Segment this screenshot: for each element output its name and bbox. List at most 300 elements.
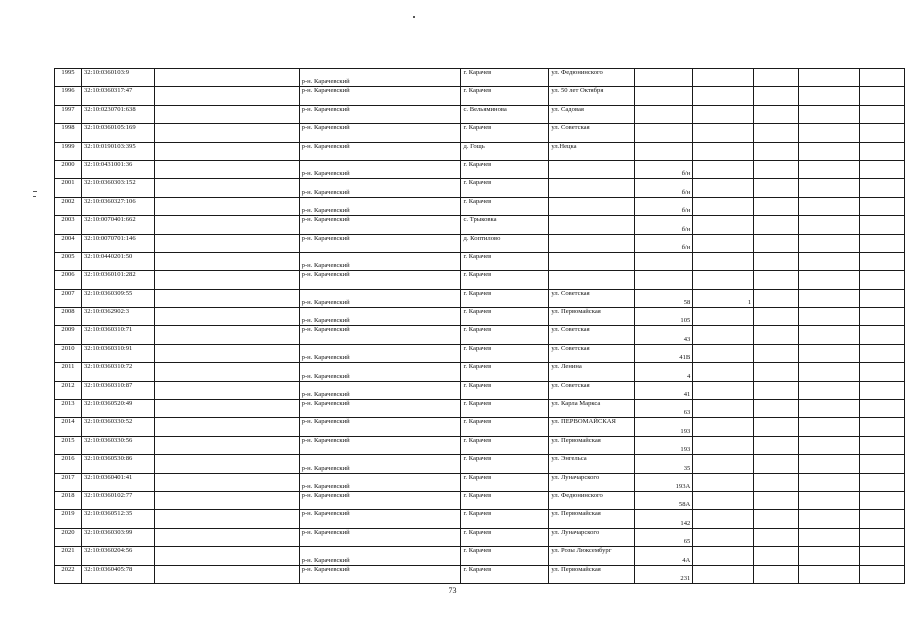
empty-cell <box>754 400 799 418</box>
extra-value <box>693 69 754 87</box>
empty-cell <box>754 547 799 565</box>
cadastral-number: 32:10:0360405:78 <box>81 565 154 583</box>
street: ул. Первомайская <box>549 308 635 326</box>
register-rows <box>55 69 905 584</box>
cadastral-number: 32:10:0360303:152 <box>81 179 154 197</box>
district: р-н. Карачевский <box>299 436 461 454</box>
empty-cell <box>754 124 799 142</box>
empty-cell <box>154 436 299 454</box>
table-row <box>55 87 905 105</box>
street: ул. Советская <box>549 344 635 362</box>
empty-cell <box>799 308 860 326</box>
empty-cell <box>754 142 799 160</box>
cadastral-number: 32:10:0360101:282 <box>81 271 154 289</box>
cadastral-number: 32:10:0360309:55 <box>81 289 154 307</box>
locality: г. Карачев <box>461 344 549 362</box>
table-row <box>55 289 905 307</box>
district: р-н. Карачевский <box>299 234 461 252</box>
empty-cell <box>154 473 299 491</box>
empty-cell <box>154 326 299 344</box>
extra-value <box>693 547 754 565</box>
locality: г. Карачев <box>461 326 549 344</box>
empty-cell <box>754 381 799 399</box>
empty-cell <box>754 326 799 344</box>
locality: г. Карачев <box>461 160 549 178</box>
empty-cell <box>799 326 860 344</box>
empty-cell <box>154 271 299 289</box>
table-row <box>55 381 905 399</box>
locality: г. Карачев <box>461 69 549 87</box>
empty-cell <box>754 528 799 546</box>
table-row <box>55 308 905 326</box>
street: ул. Советская <box>549 124 635 142</box>
street: ул. Федюнинского <box>549 491 635 509</box>
empty-cell <box>859 234 904 252</box>
cadastral-number: 32:10:0360105:169 <box>81 124 154 142</box>
extra-value <box>693 105 754 123</box>
extra-value <box>693 418 754 436</box>
house-number <box>635 252 693 270</box>
row-number: 2002 <box>55 197 82 215</box>
extra-value <box>693 124 754 142</box>
house-number: б/н <box>635 234 693 252</box>
empty-cell <box>154 234 299 252</box>
district: р-н. Карачевский <box>299 326 461 344</box>
empty-cell <box>154 491 299 509</box>
empty-cell <box>859 308 904 326</box>
extra-value <box>693 344 754 362</box>
cadastral-number: 32:10:0360103:9 <box>81 69 154 87</box>
extra-value <box>693 216 754 234</box>
locality: г. Карачев <box>461 87 549 105</box>
empty-cell <box>799 491 860 509</box>
locality: г. Карачев <box>461 308 549 326</box>
empty-cell <box>859 473 904 491</box>
row-number: 2006 <box>55 271 82 289</box>
empty-cell <box>754 87 799 105</box>
street: ул. 50 лет Октября <box>549 87 635 105</box>
empty-cell <box>154 289 299 307</box>
locality: г. Карачев <box>461 381 549 399</box>
cadastral-number: 32:10:0362902:3 <box>81 308 154 326</box>
cadastral-number: 32:10:0360317:47 <box>81 87 154 105</box>
house-number <box>635 105 693 123</box>
row-number: 2005 <box>55 252 82 270</box>
table-row <box>55 455 905 473</box>
district: р-н. Карачевский <box>299 547 461 565</box>
district: р-н. Карачевский <box>299 124 461 142</box>
table-row <box>55 418 905 436</box>
district: р-н. Карачевский <box>299 105 461 123</box>
street: ул. ПЕРВОМАЙСКАЯ <box>549 418 635 436</box>
empty-cell <box>799 381 860 399</box>
district: р-н. Карачевский <box>299 510 461 528</box>
empty-cell <box>859 418 904 436</box>
empty-cell <box>154 418 299 436</box>
district: р-н. Карачевский <box>299 528 461 546</box>
row-number: 2014 <box>55 418 82 436</box>
row-number: 2020 <box>55 528 82 546</box>
row-number: 2019 <box>55 510 82 528</box>
empty-cell <box>859 436 904 454</box>
empty-cell <box>859 326 904 344</box>
street <box>549 216 635 234</box>
empty-cell <box>754 69 799 87</box>
row-number: 2001 <box>55 179 82 197</box>
street: ул. Садовая <box>549 105 635 123</box>
locality: г. Карачев <box>461 418 549 436</box>
row-number: 2010 <box>55 344 82 362</box>
table-row <box>55 565 905 583</box>
cadastral-number: 32:10:0070401:662 <box>81 216 154 234</box>
empty-cell <box>859 565 904 583</box>
street: ул. Карла Маркса <box>549 400 635 418</box>
row-number: 2007 <box>55 289 82 307</box>
street: ул. Энгельса <box>549 455 635 473</box>
extra-value <box>693 510 754 528</box>
row-number: 1999 <box>55 142 82 160</box>
empty-cell <box>154 510 299 528</box>
cadastral-number: 32:10:0360530:86 <box>81 455 154 473</box>
house-number <box>635 142 693 160</box>
district: р-н. Карачевский <box>299 344 461 362</box>
empty-cell <box>859 271 904 289</box>
empty-cell <box>799 528 860 546</box>
empty-cell <box>859 197 904 215</box>
empty-cell <box>799 252 860 270</box>
extra-value <box>693 197 754 215</box>
extra-value <box>693 160 754 178</box>
empty-cell <box>859 528 904 546</box>
cadastral-number: 32:10:0360520:49 <box>81 400 154 418</box>
district: р-н. Карачевский <box>299 216 461 234</box>
table-row <box>55 105 905 123</box>
cadastral-number: 32:10:0440201:50 <box>81 252 154 270</box>
cadastral-number: 32:10:0230701:638 <box>81 105 154 123</box>
empty-cell <box>754 510 799 528</box>
empty-cell <box>799 160 860 178</box>
page-number: 73 <box>448 586 457 595</box>
empty-cell <box>799 179 860 197</box>
empty-cell <box>859 252 904 270</box>
empty-cell <box>799 418 860 436</box>
cadastral-number: 32:10:0431001:36 <box>81 160 154 178</box>
empty-cell <box>859 455 904 473</box>
house-number: 58 <box>635 289 693 307</box>
district: р-н. Карачевский <box>299 363 461 381</box>
cadastral-number: 32:10:0360327:106 <box>81 197 154 215</box>
empty-cell <box>799 105 860 123</box>
house-number: 41 <box>635 381 693 399</box>
house-number: 4А <box>635 547 693 565</box>
empty-cell <box>154 216 299 234</box>
scan-mark <box>33 191 37 192</box>
empty-cell <box>754 436 799 454</box>
cadastral-number: 32:10:0360330:52 <box>81 418 154 436</box>
empty-cell <box>754 455 799 473</box>
empty-cell <box>154 142 299 160</box>
cadastral-number: 32:10:0070701:146 <box>81 234 154 252</box>
empty-cell <box>754 234 799 252</box>
empty-cell <box>799 124 860 142</box>
table-row <box>55 547 905 565</box>
table-row <box>55 160 905 178</box>
district: р-н. Карачевский <box>299 197 461 215</box>
house-number: б/н <box>635 197 693 215</box>
empty-cell <box>799 400 860 418</box>
empty-cell <box>859 289 904 307</box>
house-number: 65 <box>635 528 693 546</box>
street <box>549 179 635 197</box>
locality: с. Трыковка <box>461 216 549 234</box>
locality: г. Карачев <box>461 363 549 381</box>
locality: г. Карачев <box>461 565 549 583</box>
house-number: 43 <box>635 326 693 344</box>
extra-value <box>693 142 754 160</box>
house-number: 105 <box>635 308 693 326</box>
empty-cell <box>154 252 299 270</box>
cadastral-number: 32:10:0360401:41 <box>81 473 154 491</box>
district: р-н. Карачевский <box>299 418 461 436</box>
house-number <box>635 69 693 87</box>
district: р-н. Карачевский <box>299 473 461 491</box>
street: ул. Советская <box>549 289 635 307</box>
empty-cell <box>154 455 299 473</box>
house-number: 41В <box>635 344 693 362</box>
district: р-н. Карачевский <box>299 565 461 583</box>
row-number: 2003 <box>55 216 82 234</box>
extra-value <box>693 308 754 326</box>
street: ул. Первомайская <box>549 436 635 454</box>
district: р-н. Карачевский <box>299 160 461 178</box>
house-number: 193 <box>635 418 693 436</box>
row-number: 2008 <box>55 308 82 326</box>
empty-cell <box>754 344 799 362</box>
extra-value <box>693 252 754 270</box>
extra-value <box>693 491 754 509</box>
house-number: б/н <box>635 216 693 234</box>
row-number: 2009 <box>55 326 82 344</box>
street: ул. Первомайская <box>549 510 635 528</box>
cadastral-number: 32:10:0360330:56 <box>81 436 154 454</box>
row-number: 1995 <box>55 69 82 87</box>
empty-cell <box>799 455 860 473</box>
locality: г. Карачев <box>461 252 549 270</box>
cadastral-number: 32:10:0360310:87 <box>81 381 154 399</box>
empty-cell <box>154 547 299 565</box>
row-number: 2012 <box>55 381 82 399</box>
district: р-н. Карачевский <box>299 455 461 473</box>
extra-value <box>693 363 754 381</box>
scan-mark <box>413 16 415 18</box>
table-row <box>55 400 905 418</box>
empty-cell <box>859 87 904 105</box>
cadastral-number: 32:10:0360303:99 <box>81 528 154 546</box>
empty-cell <box>754 105 799 123</box>
locality: с. Вельяминова <box>461 105 549 123</box>
empty-cell <box>754 252 799 270</box>
empty-cell <box>154 160 299 178</box>
table-row <box>55 436 905 454</box>
empty-cell <box>799 510 860 528</box>
row-number: 1997 <box>55 105 82 123</box>
extra-value <box>693 179 754 197</box>
empty-cell <box>799 473 860 491</box>
locality: г. Карачев <box>461 400 549 418</box>
empty-cell <box>154 197 299 215</box>
table-row <box>55 326 905 344</box>
district: р-н. Карачевский <box>299 252 461 270</box>
locality: г. Карачев <box>461 491 549 509</box>
empty-cell <box>799 565 860 583</box>
locality: г. Карачев <box>461 528 549 546</box>
locality: г. Карачев <box>461 473 549 491</box>
row-number: 1996 <box>55 87 82 105</box>
table-row <box>55 473 905 491</box>
house-number: б/н <box>635 160 693 178</box>
table-row <box>55 69 905 87</box>
empty-cell <box>859 491 904 509</box>
empty-cell <box>859 160 904 178</box>
district: р-н. Карачевский <box>299 87 461 105</box>
house-number: 231 <box>635 565 693 583</box>
table-row <box>55 142 905 160</box>
table-row <box>55 510 905 528</box>
house-number <box>635 87 693 105</box>
empty-cell <box>859 400 904 418</box>
street <box>549 271 635 289</box>
house-number: б/н <box>635 179 693 197</box>
empty-cell <box>859 216 904 234</box>
empty-cell <box>154 344 299 362</box>
empty-cell <box>754 565 799 583</box>
empty-cell <box>754 160 799 178</box>
extra-value <box>693 565 754 583</box>
cadastral-number: 32:10:0360310:71 <box>81 326 154 344</box>
empty-cell <box>754 491 799 509</box>
row-number: 2018 <box>55 491 82 509</box>
empty-cell <box>154 381 299 399</box>
empty-cell <box>154 87 299 105</box>
row-number: 2004 <box>55 234 82 252</box>
house-number: 63 <box>635 400 693 418</box>
house-number: 35 <box>635 455 693 473</box>
extra-value <box>693 400 754 418</box>
locality: г. Карачев <box>461 179 549 197</box>
empty-cell <box>754 216 799 234</box>
locality: г. Карачев <box>461 510 549 528</box>
cadastral-number: 32:10:0360310:72 <box>81 363 154 381</box>
empty-cell <box>859 510 904 528</box>
extra-value <box>693 271 754 289</box>
district: р-н. Карачевский <box>299 142 461 160</box>
district: р-н. Карачевский <box>299 179 461 197</box>
house-number: 193 <box>635 436 693 454</box>
empty-cell <box>859 381 904 399</box>
empty-cell <box>154 400 299 418</box>
table-row <box>55 234 905 252</box>
scan-mark <box>33 196 36 197</box>
empty-cell <box>799 344 860 362</box>
district: р-н. Карачевский <box>299 381 461 399</box>
empty-cell <box>859 69 904 87</box>
empty-cell <box>799 197 860 215</box>
empty-cell <box>154 105 299 123</box>
empty-cell <box>799 234 860 252</box>
table-row <box>55 528 905 546</box>
street: ул. Ленина <box>549 363 635 381</box>
empty-cell <box>799 216 860 234</box>
empty-cell <box>754 473 799 491</box>
empty-cell <box>799 142 860 160</box>
empty-cell <box>754 308 799 326</box>
street: ул. Розы Люксембург <box>549 547 635 565</box>
house-number: 58А <box>635 491 693 509</box>
street: ул. Луначарского <box>549 473 635 491</box>
district: р-н. Карачевский <box>299 271 461 289</box>
empty-cell <box>799 436 860 454</box>
locality: г. Карачев <box>461 271 549 289</box>
extra-value <box>693 436 754 454</box>
extra-value <box>693 455 754 473</box>
street: ул. Первомайская <box>549 565 635 583</box>
house-number <box>635 271 693 289</box>
street: ул. Федюнинского <box>549 69 635 87</box>
extra-value: 1 <box>693 289 754 307</box>
locality: д. Гощь <box>461 142 549 160</box>
empty-cell <box>799 69 860 87</box>
empty-cell <box>859 344 904 362</box>
empty-cell <box>859 124 904 142</box>
street: ул. Советская <box>549 381 635 399</box>
locality: г. Карачев <box>461 124 549 142</box>
street: ул. Луначарского <box>549 528 635 546</box>
street: ул.Нецка <box>549 142 635 160</box>
empty-cell <box>754 363 799 381</box>
empty-cell <box>799 547 860 565</box>
cadastral-number: 32:10:0360310:91 <box>81 344 154 362</box>
empty-cell <box>754 179 799 197</box>
empty-cell <box>799 289 860 307</box>
extra-value <box>693 473 754 491</box>
empty-cell <box>859 179 904 197</box>
row-number: 2017 <box>55 473 82 491</box>
street <box>549 252 635 270</box>
row-number: 2021 <box>55 547 82 565</box>
empty-cell <box>154 179 299 197</box>
empty-cell <box>859 363 904 381</box>
extra-value <box>693 381 754 399</box>
row-number: 2000 <box>55 160 82 178</box>
cadastral-number: 32:10:0360102:77 <box>81 491 154 509</box>
table-row <box>55 271 905 289</box>
empty-cell <box>154 308 299 326</box>
row-number: 2022 <box>55 565 82 583</box>
empty-cell <box>799 363 860 381</box>
empty-cell <box>754 418 799 436</box>
cadastral-number: 32:10:0190103:395 <box>81 142 154 160</box>
locality: г. Карачев <box>461 455 549 473</box>
street <box>549 160 635 178</box>
district: р-н. Карачевский <box>299 69 461 87</box>
empty-cell <box>154 363 299 381</box>
extra-value <box>693 234 754 252</box>
extra-value <box>693 87 754 105</box>
district: р-н. Карачевский <box>299 289 461 307</box>
street <box>549 197 635 215</box>
table-row <box>55 252 905 270</box>
district: р-н. Карачевский <box>299 491 461 509</box>
